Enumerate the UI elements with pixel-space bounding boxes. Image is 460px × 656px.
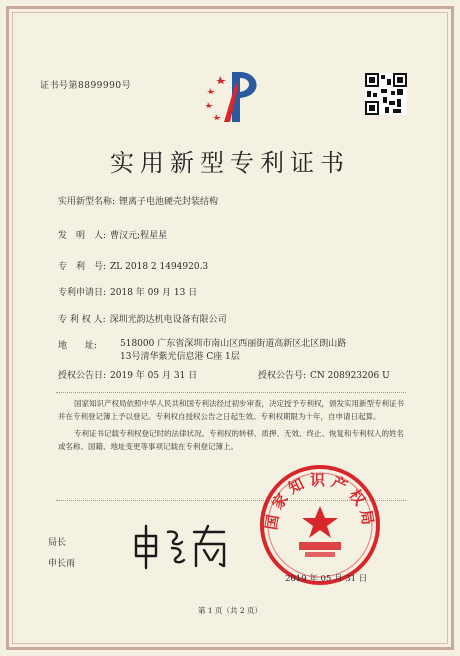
field-value: 锂离子电池硬壳封装结构: [119, 197, 219, 207]
field-patent-number: [58, 259, 208, 272]
signatory-title: 局长: [48, 538, 67, 548]
handwritten-signature-icon: [130, 522, 230, 572]
patent-office-emblem-icon: [198, 66, 268, 126]
field-grant-date: [58, 368, 197, 381]
legal-note-register: 专利证书记载专利权登记时的法律状况。专利权的转移、质押、无效、终止、恢复和专利权人的姓名或名称、国籍、地址变更等事项记载在专利登记簿上。: [58, 429, 404, 451]
field-label: 专 利 号:: [58, 262, 107, 272]
field-application-date: [58, 285, 197, 298]
field-value: 曹汉元;程星星: [110, 231, 168, 241]
certificate-number: 证书号第8899990号: [40, 81, 132, 91]
certificate-title: 实用新型专利证书: [110, 149, 350, 177]
field-utility-model-name: [58, 194, 218, 207]
field-label: 授权公告号:: [258, 371, 307, 381]
seal-date: 2019 年 05 月 31 日: [285, 574, 368, 584]
field-label: 专利申请日:: [58, 288, 107, 298]
legal-notes: [58, 397, 406, 453]
field-grant-number: [258, 368, 390, 381]
seal-text: 国家知识产权局: [262, 471, 378, 532]
field-value: ZL 2018 2 1494920.3: [110, 262, 209, 272]
field-value: 2019 年 05 月 31 日: [110, 371, 198, 381]
field-inventors: [58, 228, 167, 241]
page-footer: 第 1 页（共 2 页）: [197, 606, 263, 615]
divider-dotted: [56, 392, 406, 393]
official-seal-icon: [255, 460, 385, 590]
qr-code-icon: [365, 73, 407, 115]
signatory-name: 申长雨: [48, 559, 76, 569]
legal-note-grant: 国家知识产权局依照中华人民共和国专利法经过初步审查，决定授予专利权，颁发实用新型专利证书并在专利登记簿上予以登记。专利权自授权公告之日起生效。专利权期限为十年，自申请日起算。: [58, 399, 404, 421]
field-label: 专 利 权 人:: [58, 315, 106, 325]
field-value: CN 208923206 U: [310, 371, 390, 381]
field-label: 授权公告日:: [58, 371, 107, 381]
field-value: 深圳光韵达机电设备有限公司: [109, 315, 227, 325]
field-label: 发 明 人:: [58, 231, 107, 241]
address-value: 518000 广东省深圳市南山区西丽街道高新区北区朗山路 13号清华紫光信息港 C座 1层: [120, 339, 347, 362]
field-patentee: [58, 312, 227, 325]
field-value: 2018 年 09 月 13 日: [110, 288, 198, 298]
field-label: 实用新型名称:: [58, 197, 116, 207]
address-label: 地 址:: [58, 341, 98, 351]
